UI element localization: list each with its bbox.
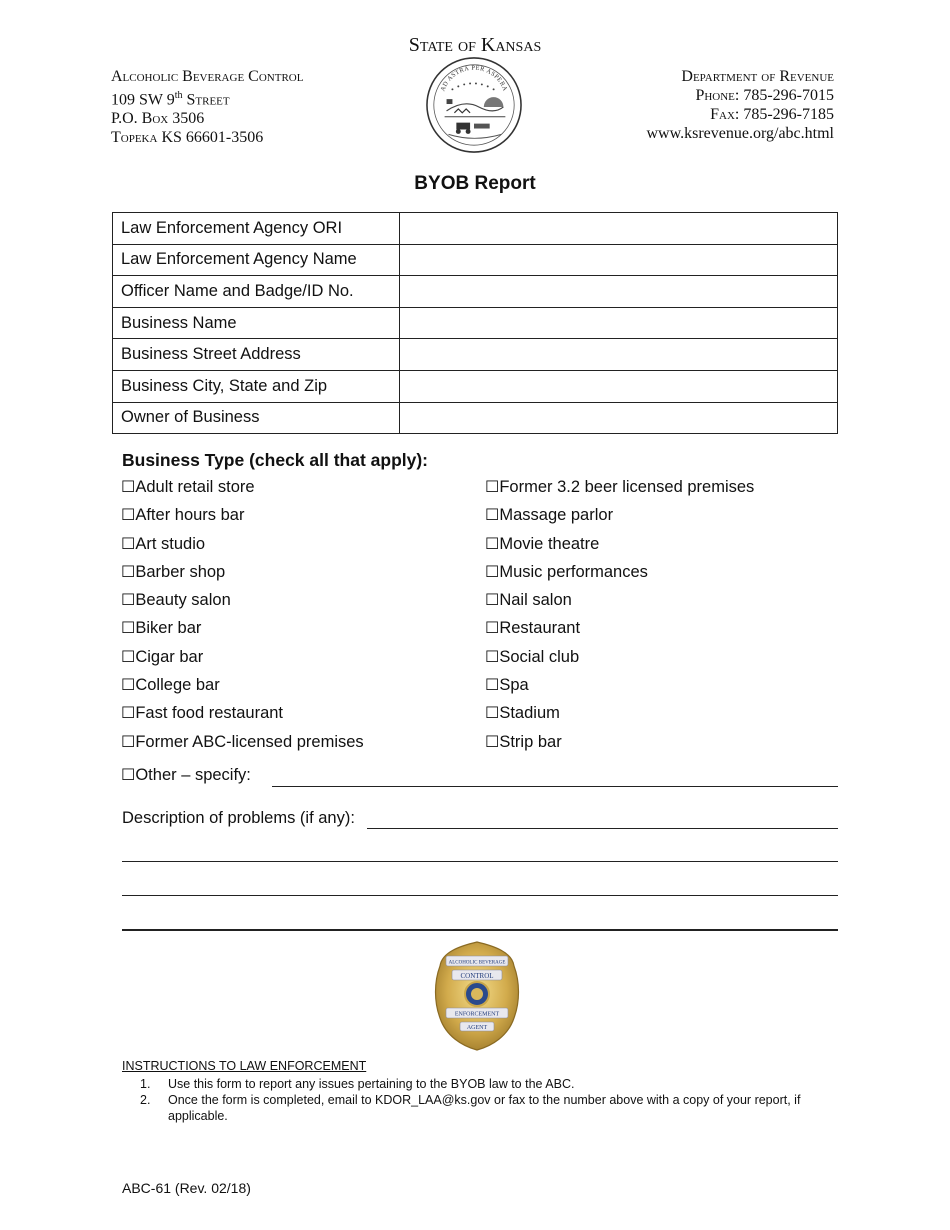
checkbox-icon: ☐ [485,507,500,525]
field-label: Law Enforcement Agency ORI [113,213,400,245]
svg-text:ALCOHOLIC BEVERAGE: ALCOHOLIC BEVERAGE [448,960,506,966]
description-label: Description of problems (if any): [122,809,355,827]
page-title: BYOB Report [414,173,536,194]
phone-line: Phone: 785-296-7015 [695,87,834,104]
po-box: P.O. Box 3506 [111,110,205,128]
checkbox-icon: ☐ [121,535,136,553]
seal-motto: AD ASTRA PER ASPERA [439,64,509,93]
checkbox-icon: ☐ [121,733,136,751]
field-label: Business Name [113,307,400,339]
checkbox-icon: ☐ [485,705,500,723]
checkbox-icon: ☐ [121,592,136,610]
field-label: Owner of Business [113,402,400,434]
street-address: 109 SW 9th Street [111,90,230,109]
checkbox-adult-retail-store[interactable]: ☐Adult retail store [121,478,255,496]
field-label: Law Enforcement Agency Name [113,244,400,276]
description-line-2[interactable] [122,861,838,862]
checkbox-icon: ☐ [121,705,136,723]
table-row [113,307,838,339]
checkbox-former-abc-licensed[interactable]: ☐Former ABC-licensed premises [121,732,364,751]
checkbox-music-performances[interactable]: ☐Music performances [485,562,648,581]
checkbox-beauty-salon[interactable]: ☐Beauty salon [121,591,231,610]
fax-line: Fax: 785-296-7185 [710,106,834,123]
checkbox-icon: ☐ [121,648,136,666]
officer-name-field[interactable] [400,276,838,308]
agency-address [111,67,303,147]
agency-name: Alcoholic Beverage Control [111,68,304,85]
form-number: ABC-61 (Rev. 02/18) [122,1180,251,1196]
list-item: 2. Once the form is completed, email to KDOR_LAA@ks.gov or fax to the number above with a copy of your report, if applicable. [140,1093,801,1123]
business-type-heading: Business Type (check all that apply): [122,450,429,470]
checkbox-barber-shop[interactable]: ☐Barber shop [121,562,226,581]
checkbox-icon: ☐ [485,592,500,610]
checkbox-cigar-bar[interactable]: ☐Cigar bar [121,647,204,666]
checkbox-icon: ☐ [121,507,136,525]
checkbox-icon: ☐ [485,479,500,496]
checkbox-nail-salon[interactable]: ☐Nail salon [485,591,572,610]
checkbox-former-3-2-beer[interactable]: ☐Former 3.2 beer licensed premises [485,478,755,496]
field-label: Officer Name and Badge/ID No. [113,276,400,308]
description-line-4[interactable] [122,929,838,931]
table-row [113,402,838,434]
checkbox-massage-parlor[interactable]: ☐Massage parlor [485,506,614,525]
state-title: State of Kansas [408,34,542,56]
business-city-field[interactable] [400,370,838,402]
svg-text:AGENT: AGENT [466,1025,488,1031]
table-row [113,370,838,402]
kansas-state-seal [425,56,523,154]
svg-text:CONTROL: CONTROL [460,972,494,980]
checkbox-icon: ☐ [485,620,500,638]
checkbox-icon: ☐ [485,648,500,666]
website-link[interactable]: www.ksrevenue.org/abc.html [646,125,834,142]
instructions-heading: INSTRUCTIONS TO LAW ENFORCEMENT [122,1059,367,1073]
department-name: Department of Revenue [681,68,834,85]
checkbox-icon: ☐ [121,563,136,581]
agency-ori-field[interactable] [400,213,838,245]
checkbox-other[interactable]: ☐Other – specify: [121,766,251,784]
checkbox-icon: ☐ [121,767,136,784]
other-specify-line[interactable] [272,786,838,787]
enforcement-badge-icon [434,940,520,1052]
report-info-table [112,212,838,434]
description-line-1[interactable] [367,828,838,829]
checkbox-social-club[interactable]: ☐Social club [485,647,580,666]
checkbox-icon: ☐ [121,620,136,638]
description-line-3[interactable] [122,895,838,896]
agency-name-field[interactable] [400,244,838,276]
checkbox-strip-bar[interactable]: ☐Strip bar [485,732,562,751]
table-row [113,244,838,276]
checkbox-spa[interactable]: ☐Spa [485,676,529,695]
department-contact [646,67,834,143]
checkbox-icon: ☐ [485,677,500,695]
table-row [113,213,838,245]
checkbox-stadium[interactable]: ☐Stadium [485,704,560,723]
checkbox-icon: ☐ [485,733,500,751]
checkbox-movie-theatre[interactable]: ☐Movie theatre [485,534,600,553]
checkbox-fast-food-restaurant[interactable]: ☐Fast food restaurant [121,704,284,723]
checkbox-icon: ☐ [485,563,500,581]
instructions-list [140,1076,820,1124]
checkbox-art-studio[interactable]: ☐Art studio [121,534,206,553]
svg-text:ENFORCEMENT: ENFORCEMENT [454,1011,500,1018]
checkbox-icon: ☐ [121,677,136,695]
business-street-field[interactable] [400,339,838,371]
business-owner-field[interactable] [400,402,838,434]
business-name-field[interactable] [400,307,838,339]
list-item: 1. Use this form to report any issues pertaining to the BYOB law to the ABC. [140,1077,575,1091]
checkbox-restaurant[interactable]: ☐Restaurant [485,619,581,638]
business-type-right-column [485,476,754,759]
checkbox-icon: ☐ [485,535,500,553]
table-row [113,339,838,371]
field-label: Business Street Address [113,339,400,371]
business-type-left-column [121,476,364,759]
table-row [113,276,838,308]
checkbox-college-bar[interactable]: ☐College bar [121,676,220,695]
checkbox-icon: ☐ [121,479,136,496]
field-label: Business City, State and Zip [113,370,400,402]
checkbox-after-hours-bar[interactable]: ☐After hours bar [121,506,245,525]
city-state-zip: Topeka KS 66601-3506 [111,129,264,147]
checkbox-biker-bar[interactable]: ☐Biker bar [121,619,202,638]
